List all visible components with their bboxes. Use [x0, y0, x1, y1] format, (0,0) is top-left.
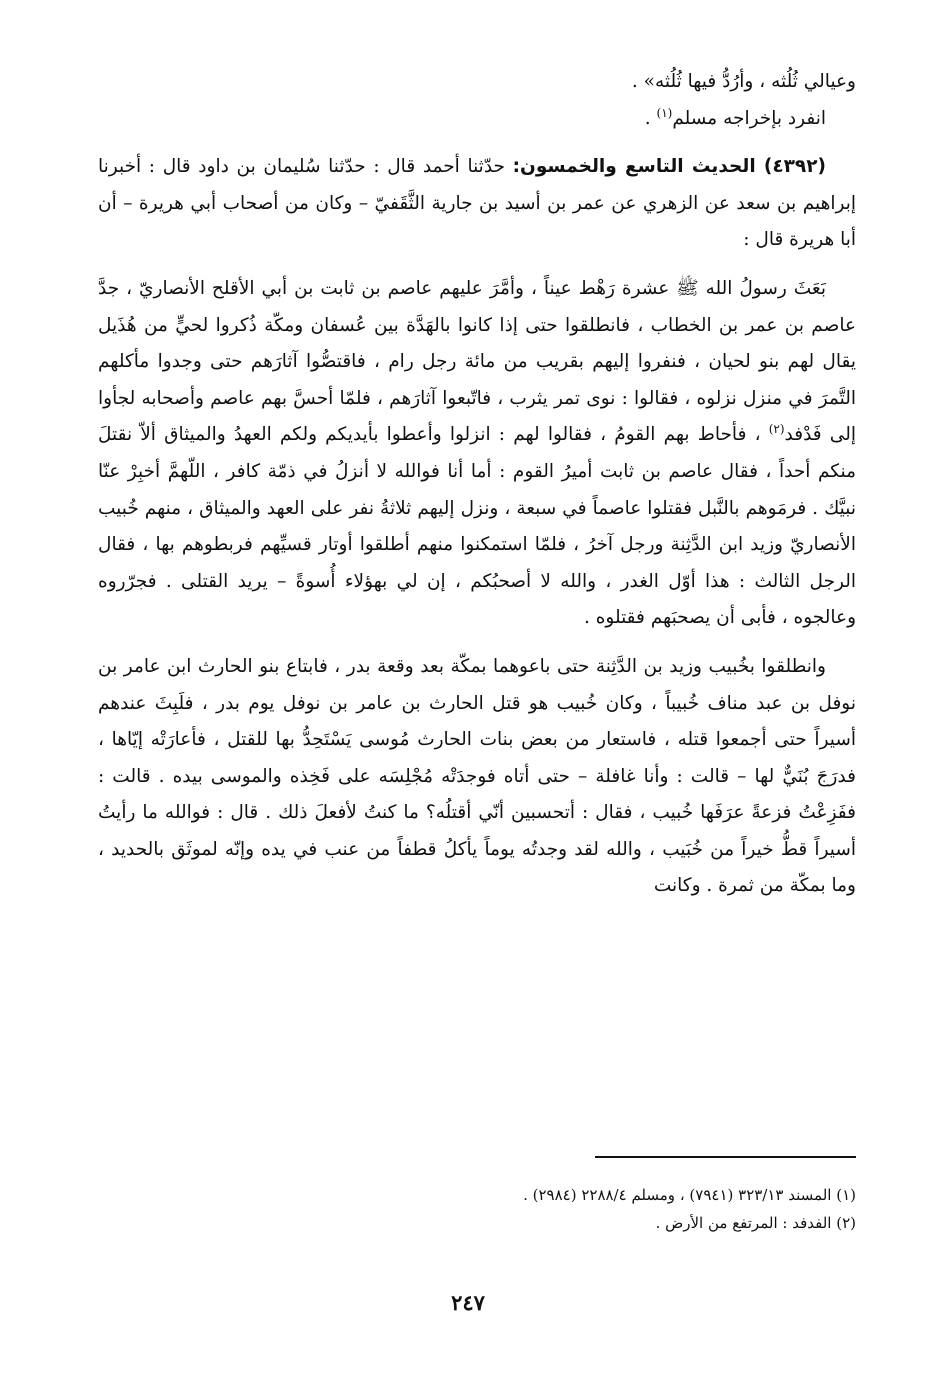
- footnote-ref-2: (٢): [768, 422, 785, 437]
- footnotes: [98, 1181, 856, 1237]
- hadith-isnad: حدّثنا أحمد قال : حدّثنا سُليمان بن داود قال : أخبرنا إبراهيم بن سعد عن الزهري عن عمر بن أسيد بن جارية الثَّقَفيّ – وكان من أصحاب أبي هريرة – أن أبا هريرة قال :: [98, 156, 856, 251]
- hadith-paragraph: [98, 149, 856, 259]
- narration-paragraph-2: وانطلقوا بخُبيب وزيد بن الدَّثِنة حتى باعوهما بمكّة بعد وقعة بدر ، فابتاع بنو الحارث ابن عامر بن نوفل بن عبد مناف خُبيباً ، وكان خُبيب هو قتل الحارث بن عامر بن نوفل يوم بدر ، فلَبِثَ عندهم أسيراً حتى أجمعوا قتله ، فاستعار من بعض بنات الحارث مُوسى يَسْتَحِدُّ بها للقتل ، فأعارَتْه إيّاها ، فدرَجَ بُنَيٌّ لها – قالت : وأنا غافلة – حتى أتاه فوجدَتْه مُجْلِسَه على فَخِذه والموسى بيده . قالت : ففَزِعْتُ فزعةً عرَفَها خُبيب ، فقال : أتحسبين أنّي أقتلُه؟ ما كنتُ لأفعلَ ذلك . قال : فوالله ما رأيتُ أسيراً قطُّ خيراً من خُبَيب ، والله لقد وجدتُه يوماً يأكلُ قطفاً من عنب في يده وإنّه لموثَق بالحديد ، وما بمكّة من ثمرة . وكانت: [98, 655, 856, 897]
- narration-paragraph-1: [98, 271, 856, 637]
- attribution-end: .: [644, 107, 657, 129]
- footnote-divider: [595, 1156, 856, 1158]
- hadith-heading: (٤٣٩٢) الحديث التاسع والخمسون:: [512, 156, 826, 178]
- footnote-1: (١) المسند ٣٢٣/١٣ (٧٩٤١) ، ومسلم ٢٢٨٨/٤ (٢٩٨٤) .: [523, 1186, 856, 1204]
- text-line-1: وعيالي ثُلُثه ، وأرُدُّ فيها ثُلُثه» .: [631, 71, 856, 92]
- attribution-text: انفرد بإخراجه مسلم: [672, 107, 826, 129]
- text-line-2: [98, 101, 856, 138]
- footnote-ref-1: (١): [656, 105, 673, 120]
- narration-part-b: ، فأحاط بهم القومُ ، فقالوا لهم : انزلوا وأعطوا بأيديكم ولكم العهدُ والميثاق ألاّ نقتلَ منكم أحداً ، فقال عاصم بن ثابت أميرُ القوم : أما أنا فوالله لا أنزلُ في ذمّة كافر ، اللّهمَّ أخبِرْ عنّا نبيَّك . فرمَوهم بالنَّبل فقتلوا عاصماً في سبعة ، ونزل إليهم ثلاثةُ نفر على العهد والميثاق ، منهم خُبيب الأنصاريّ وزيد ابن الدَّثِنة ورجل آخرُ ، فلمّا استمكنوا منهم أطلقوا أوتار قسيِّهم فربطوهم بها ، فقال الرجل الثالث : هذا أوّل الغدر ، والله لا أصحبُكم ، إن لي بهؤلاء أُسوةً – يريد القتلى . فجرّروه وعالجوه ، فأبى أن يصحبَهم فقتلوه .: [98, 424, 856, 629]
- page-number: ٢٤٧: [451, 1290, 485, 1315]
- narration-part-a: بَعَثَ رسولُ الله ﷺ عشرة رَهْط عيناً ، وأمَّرَ عليهم عاصم بن ثابت بن أبي الأقلح الأنصاريّ ، جدَّ عاصم بن عمر بن الخطاب ، فانطلقوا حتى إذا كانوا بالهَدَّة بين عُسفان ومكّة ذُكروا لحيٍّ من هُذَيل يقال لهم بنو لحيان ، فنفروا إليهم بقريب من مائة رجل رام ، فاقتصُّوا آثارَهم حتى وجدوا مأكلهم التَّمرَ في منزل نزلوه ، فقالوا : نوى تمر يثرب ، فاتّبعوا آثارَهم ، فلمّا أحسَّ بهم عاصم وأصحابه لجأوا إلى فَدْفد: [98, 277, 856, 446]
- footnote-2: (٢) الفدفد : المرتفع من الأرض .: [655, 1214, 856, 1232]
- main-text: [98, 64, 856, 905]
